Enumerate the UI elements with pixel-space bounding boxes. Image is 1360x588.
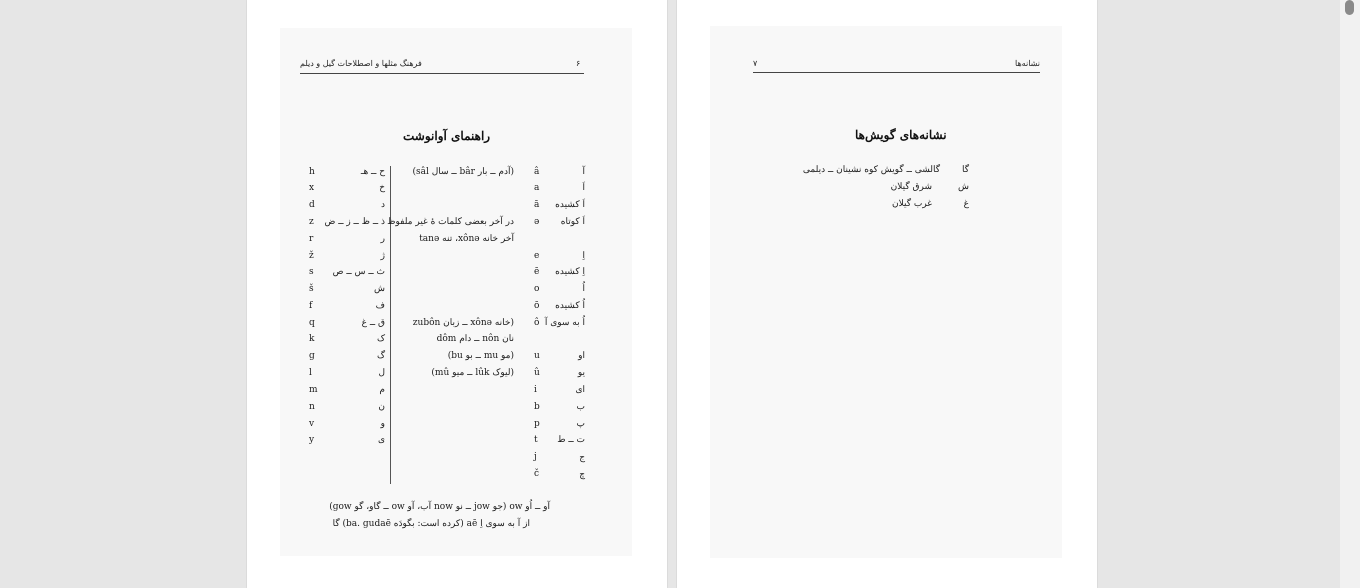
- vowel-example: (مو mu ــ بو bu): [447, 351, 514, 361]
- consonant-symbol: š: [309, 284, 314, 294]
- vowel-letter: اُ کشیده: [555, 301, 585, 311]
- vowel-letter: اَ کوتاه: [560, 217, 585, 227]
- page-7: [677, 0, 1097, 588]
- running-header-title: نشانه‌ها: [1015, 59, 1040, 68]
- vertical-scrollbar[interactable]: [1340, 0, 1360, 588]
- consonant-letter: خ: [379, 183, 385, 193]
- header-rule: [753, 72, 1040, 73]
- vowel-letter: ب: [576, 402, 585, 412]
- vowel-letter: اُ به سوی آ: [544, 318, 585, 328]
- abbreviation-meaning: غرب گیلان: [892, 199, 932, 209]
- consonant-symbol: ž: [309, 251, 314, 261]
- consonant-letter: ش: [374, 284, 385, 294]
- consonant-letter: ژ: [380, 251, 385, 261]
- vowel-symbol: j: [534, 452, 537, 462]
- consonant-letter: م: [379, 385, 385, 395]
- vowel-symbol: ō: [534, 301, 540, 311]
- consonant-letter: ی: [377, 435, 385, 445]
- scanned-page-image: [280, 28, 632, 556]
- consonant-symbol: v: [309, 419, 315, 429]
- vowel-letter: ت ــ ط: [557, 435, 585, 445]
- vowel-symbol: t: [534, 435, 538, 445]
- vowel-symbol: ə: [534, 217, 540, 227]
- vowel-letter: اُ: [582, 284, 585, 294]
- consonant-symbol: x: [309, 183, 315, 193]
- consonant-symbol: l: [309, 368, 312, 378]
- section-title: راهنمای آوانوشت: [403, 129, 491, 143]
- vowel-symbol: i: [534, 385, 537, 395]
- consonant-symbol: q: [309, 318, 315, 328]
- consonant-symbol: r: [309, 234, 314, 244]
- vowel-example: (لیوک lûk ــ میو mû): [431, 368, 514, 378]
- vowel-example: نان nôn ــ دام dôm: [436, 334, 514, 344]
- vowel-symbol: â: [534, 167, 540, 177]
- vowel-symbol: u: [534, 351, 540, 361]
- vowel-letter: اَ: [582, 183, 585, 193]
- consonant-letter: ق ــ غ: [361, 318, 385, 328]
- vowel-symbol: û: [534, 368, 540, 378]
- vowel-symbol: b: [534, 402, 540, 412]
- consonant-symbol: d: [309, 200, 315, 210]
- consonant-letter: ف: [375, 301, 385, 311]
- column-divider: [390, 166, 391, 484]
- consonant-symbol: h: [309, 167, 315, 177]
- consonant-letter: د: [380, 200, 385, 210]
- abbreviation-meaning: گالشی ــ گویش کوه نشینان ــ دیلمی: [802, 165, 940, 175]
- scrollbar-thumb[interactable]: [1345, 0, 1354, 15]
- page-number: ۷: [753, 59, 758, 68]
- vowel-example: (آدم ــ بار bâr ــ سال sâl): [412, 167, 514, 177]
- vowel-symbol: p: [534, 419, 540, 429]
- vowel-letter: اَ کشیده: [555, 200, 585, 210]
- vowel-example: (خانه xônə ــ زبان zubôn: [412, 318, 514, 328]
- consonant-letter: ر: [380, 234, 385, 244]
- consonant-symbol: n: [309, 402, 315, 412]
- vowel-letter: او: [578, 351, 585, 361]
- consonant-symbol: m: [309, 385, 318, 395]
- abbreviation: گا: [961, 165, 969, 175]
- section-title: نشانه‌های گویش‌ها: [855, 128, 947, 142]
- vowel-example: آخر خانه xônə، تنه tanə: [419, 234, 514, 244]
- vowel-letter: آ: [582, 167, 585, 177]
- vowel-letter: ای: [575, 385, 585, 395]
- consonant-symbol: k: [309, 334, 315, 344]
- consonant-symbol: s: [309, 267, 314, 277]
- vowel-symbol: ē: [534, 267, 540, 277]
- vowel-symbol: č: [534, 469, 540, 479]
- running-header-title: فرهنگ مثلها و اصطلاحات گیل و دیلم: [300, 59, 422, 68]
- abbreviation: ش: [958, 182, 969, 192]
- consonant-letter: ن: [378, 402, 385, 412]
- footnote: از آ به سوی اِ aē (کرده است: بگودَه ba. gudaē) گا: [332, 519, 530, 529]
- consonant-symbol: y: [309, 435, 315, 445]
- vowel-letter: پ: [576, 419, 585, 429]
- vowel-letter: ج: [579, 453, 585, 463]
- consonant-symbol: f: [309, 301, 313, 311]
- abbreviation: غ: [963, 199, 969, 209]
- consonant-letter: ح ــ هـ: [360, 167, 385, 177]
- vowel-symbol: e: [534, 251, 540, 261]
- vowel-letter: چ: [579, 470, 585, 480]
- consonant-letter: ذ ــ ظ ــ ز ــ ض: [324, 217, 385, 227]
- consonant-symbol: z: [309, 217, 314, 227]
- consonant-letter: و: [380, 419, 385, 429]
- vowel-symbol: a: [534, 183, 540, 193]
- vowel-letter: اِ کشیده: [555, 267, 585, 277]
- header-rule: [300, 73, 584, 74]
- page-6: [247, 0, 667, 588]
- consonant-symbol: g: [309, 351, 315, 361]
- abbreviation-meaning: شرق گیلان: [890, 182, 932, 192]
- page-number: ۶: [576, 59, 581, 68]
- consonant-letter: گ: [376, 351, 385, 361]
- vowel-symbol: ā: [534, 200, 540, 210]
- vowel-symbol: o: [534, 284, 540, 294]
- vowel-letter: یو: [577, 368, 585, 378]
- vowel-symbol: ô: [534, 318, 540, 328]
- consonant-letter: ث ــ س ــ ص: [332, 267, 385, 277]
- consonant-letter: ک: [376, 334, 385, 344]
- vowel-letter: اِ: [582, 251, 585, 261]
- vowel-example: در آخر بعضی کلمات هٔ غیر ملفوظ: [387, 217, 514, 227]
- scanned-page-image: [710, 26, 1062, 558]
- footnote: آو ــ اُو ow (جو jow ــ نو now آب، آو ow ــ گاو، گو gow): [329, 502, 550, 512]
- consonant-letter: ل: [378, 368, 385, 378]
